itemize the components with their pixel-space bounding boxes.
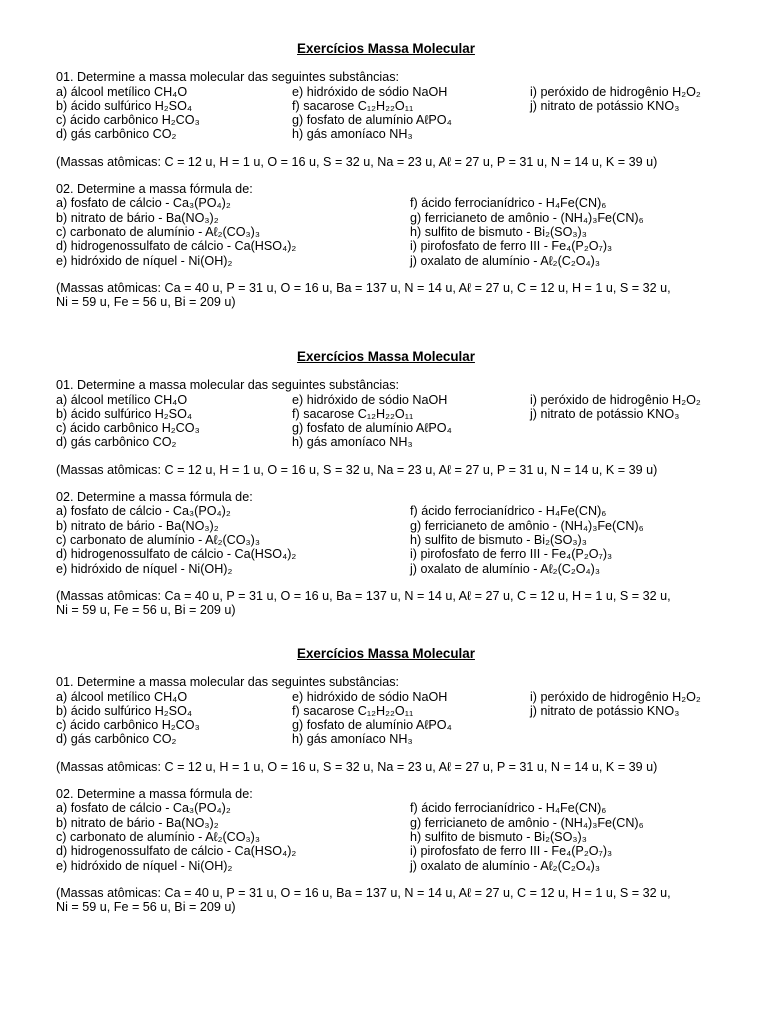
formula-item: b) nitrato de bário - Ba(NO₃)₂ bbox=[56, 815, 219, 830]
substance-item: j) nitrato de potássio KNO₃ bbox=[530, 703, 680, 718]
formula-row bbox=[56, 547, 716, 561]
formula-item: a) fosfato de cálcio - Ca₃(PO₄)₂ bbox=[56, 801, 231, 816]
formula-row bbox=[56, 254, 716, 268]
substance-row bbox=[56, 85, 716, 99]
substance-item: h) gás amoníaco NH₃ bbox=[292, 435, 413, 450]
atomic-masses-note: (Massas atômicas: Ca = 40 u, P = 31 u, O = 16 u, Ba = 137 u, N = 14 u, Aℓ = 27 u, C = 12 u, H = 1 u, S = 32 u, bbox=[56, 588, 671, 603]
substance-item: j) nitrato de potássio KNO₃ bbox=[530, 406, 680, 421]
formula-row bbox=[56, 816, 716, 830]
formula-item: f) ácido ferrocianídrico - H₄Fe(CN)₆ bbox=[410, 504, 607, 519]
formula-row bbox=[56, 504, 716, 518]
substance-item: h) gás amoníaco NH₃ bbox=[292, 127, 413, 142]
formula-item: e) hidróxido de níquel - Ni(OH)₂ bbox=[56, 858, 233, 873]
substance-item: a) álcool metílico CH₄O bbox=[56, 392, 188, 407]
substance-item: b) ácido sulfúrico H₂SO₄ bbox=[56, 98, 193, 113]
formula-row bbox=[56, 859, 716, 873]
substance-item: f) sacarose C₁₂H₂₂O₁₁ bbox=[292, 406, 414, 421]
substance-row bbox=[56, 113, 716, 127]
section-title: Exercícios Massa Molecular bbox=[297, 349, 475, 364]
formula-row bbox=[56, 196, 716, 210]
section-title: Exercícios Massa Molecular bbox=[297, 646, 475, 661]
formula-item: c) carbonato de alumínio - Aℓ₂(CO₃)₃ bbox=[56, 224, 261, 239]
substance-row bbox=[56, 435, 716, 449]
formula-row bbox=[56, 239, 716, 253]
formula-item: e) hidróxido de níquel - Ni(OH)₂ bbox=[56, 253, 233, 268]
question-heading: 01. Determine a massa molecular das seguintes substâncias: bbox=[56, 378, 400, 393]
formula-item: h) sulfito de bismuto - Bi₂(SO₃)₃ bbox=[410, 532, 587, 547]
formula-row bbox=[56, 519, 716, 533]
formula-row bbox=[56, 562, 716, 576]
spacer bbox=[56, 142, 716, 155]
formula-item: g) ferricianeto de amônio - (NH₄)₃Fe(CN)₆ bbox=[410, 210, 644, 225]
substance-item: e) hidróxido de sódio NaOH bbox=[292, 392, 448, 407]
formula-item: e) hidróxido de níquel - Ni(OH)₂ bbox=[56, 561, 233, 576]
spacer bbox=[56, 576, 716, 589]
formula-row bbox=[56, 533, 716, 547]
substance-row bbox=[56, 718, 716, 732]
formula-row bbox=[56, 225, 716, 239]
substance-item: e) hidróxido de sódio NaOH bbox=[292, 689, 448, 704]
spacer bbox=[56, 774, 716, 787]
spacer bbox=[56, 268, 716, 281]
formula-item: d) hidrogenossulfato de cálcio - Ca(HSO₄)₂ bbox=[56, 844, 297, 859]
substance-row bbox=[56, 393, 716, 407]
substance-row bbox=[56, 704, 716, 718]
formula-item: g) ferricianeto de amônio - (NH₄)₃Fe(CN)₆ bbox=[410, 815, 644, 830]
substance-item: g) fosfato de alumínio AℓPO₄ bbox=[292, 718, 452, 733]
substance-item: c) ácido carbônico H₂CO₃ bbox=[56, 718, 200, 733]
formula-row bbox=[56, 211, 716, 225]
substance-item: i) peróxido de hidrogênio H₂O₂ bbox=[530, 392, 701, 407]
substance-row bbox=[56, 732, 716, 746]
substance-row bbox=[56, 421, 716, 435]
formula-item: i) pirofosfato de ferro III - Fe₄(P₂O₇)₃ bbox=[410, 239, 613, 254]
formula-item: i) pirofosfato de ferro III - Fe₄(P₂O₇)₃ bbox=[410, 547, 613, 562]
exercise-section bbox=[56, 647, 716, 914]
substance-item: f) sacarose C₁₂H₂₂O₁₁ bbox=[292, 703, 414, 718]
substance-item: c) ácido carbônico H₂CO₃ bbox=[56, 421, 200, 436]
substance-item: b) ácido sulfúrico H₂SO₄ bbox=[56, 406, 193, 421]
atomic-masses-note: (Massas atômicas: C = 12 u, H = 1 u, O = 16 u, S = 32 u, Na = 23 u, Aℓ = 27 u, P = 31 u, N = 14 u, K = 39 u) bbox=[56, 154, 658, 169]
substance-item: d) gás carbônico CO₂ bbox=[56, 127, 177, 142]
formula-item: i) pirofosfato de ferro III - Fe₄(P₂O₇)₃ bbox=[410, 844, 613, 859]
formula-item: a) fosfato de cálcio - Ca₃(PO₄)₂ bbox=[56, 504, 231, 519]
substance-row bbox=[56, 407, 716, 421]
atomic-masses-note-continued: Ni = 59 u, Fe = 56 u, Bi = 209 u) bbox=[56, 900, 236, 915]
formula-item: j) oxalato de alumínio - Aℓ₂(C₂O₄)₃ bbox=[410, 253, 601, 268]
substance-item: f) sacarose C₁₂H₂₂O₁₁ bbox=[292, 98, 414, 113]
formula-item: h) sulfito de bismuto - Bi₂(SO₃)₃ bbox=[410, 224, 587, 239]
substance-row bbox=[56, 690, 716, 704]
spacer bbox=[56, 873, 716, 886]
atomic-masses-note: (Massas atômicas: Ca = 40 u, P = 31 u, O = 16 u, Ba = 137 u, N = 14 u, Aℓ = 27 u, C = 12 u, H = 1 u, S = 32 u, bbox=[56, 280, 671, 295]
atomic-masses-note: (Massas atômicas: C = 12 u, H = 1 u, O = 16 u, S = 32 u, Na = 23 u, Aℓ = 27 u, P = 31 u, N = 14 u, K = 39 u) bbox=[56, 462, 658, 477]
atomic-masses-note: (Massas atômicas: C = 12 u, H = 1 u, O = 16 u, S = 32 u, Na = 23 u, Aℓ = 27 u, P = 31 u, N = 14 u, K = 39 u) bbox=[56, 759, 658, 774]
formula-item: j) oxalato de alumínio - Aℓ₂(C₂O₄)₃ bbox=[410, 858, 601, 873]
spacer bbox=[56, 747, 716, 760]
atomic-masses-note-continued: Ni = 59 u, Fe = 56 u, Bi = 209 u) bbox=[56, 295, 236, 310]
exercise-section bbox=[56, 350, 716, 617]
substance-item: i) peróxido de hidrogênio H₂O₂ bbox=[530, 689, 701, 704]
formula-item: f) ácido ferrocianídrico - H₄Fe(CN)₆ bbox=[410, 801, 607, 816]
substance-row bbox=[56, 127, 716, 141]
substance-item: g) fosfato de alumínio AℓPO₄ bbox=[292, 113, 452, 128]
atomic-masses-note: (Massas atômicas: Ca = 40 u, P = 31 u, O = 16 u, Ba = 137 u, N = 14 u, Aℓ = 27 u, C = 12 u, H = 1 u, S = 32 u, bbox=[56, 885, 671, 900]
substance-item: d) gás carbônico CO₂ bbox=[56, 435, 177, 450]
substance-row bbox=[56, 99, 716, 113]
question-heading: 02. Determine a massa fórmula de: bbox=[56, 490, 253, 505]
formula-item: b) nitrato de bário - Ba(NO₃)₂ bbox=[56, 210, 219, 225]
spacer bbox=[56, 450, 716, 463]
substance-item: b) ácido sulfúrico H₂SO₄ bbox=[56, 703, 193, 718]
formula-row bbox=[56, 844, 716, 858]
formula-row bbox=[56, 830, 716, 844]
formula-item: a) fosfato de cálcio - Ca₃(PO₄)₂ bbox=[56, 196, 231, 211]
question-heading: 01. Determine a massa molecular das seguintes substâncias: bbox=[56, 70, 400, 85]
substance-item: h) gás amoníaco NH₃ bbox=[292, 732, 413, 747]
formula-item: b) nitrato de bário - Ba(NO₃)₂ bbox=[56, 518, 219, 533]
exercise-section bbox=[56, 42, 716, 309]
atomic-masses-note-continued: Ni = 59 u, Fe = 56 u, Bi = 209 u) bbox=[56, 603, 236, 618]
substance-item: c) ácido carbônico H₂CO₃ bbox=[56, 113, 200, 128]
spacer bbox=[56, 169, 716, 182]
formula-item: g) ferricianeto de amônio - (NH₄)₃Fe(CN)₆ bbox=[410, 518, 644, 533]
spacer bbox=[56, 477, 716, 490]
formula-item: d) hidrogenossulfato de cálcio - Ca(HSO₄)₂ bbox=[56, 239, 297, 254]
formula-item: f) ácido ferrocianídrico - H₄Fe(CN)₆ bbox=[410, 196, 607, 211]
question-heading: 02. Determine a massa fórmula de: bbox=[56, 182, 253, 197]
substance-item: j) nitrato de potássio KNO₃ bbox=[530, 98, 680, 113]
substance-item: i) peróxido de hidrogênio H₂O₂ bbox=[530, 84, 701, 99]
formula-item: c) carbonato de alumínio - Aℓ₂(CO₃)₃ bbox=[56, 829, 261, 844]
formula-item: h) sulfito de bismuto - Bi₂(SO₃)₃ bbox=[410, 829, 587, 844]
substance-item: d) gás carbônico CO₂ bbox=[56, 732, 177, 747]
formula-item: j) oxalato de alumínio - Aℓ₂(C₂O₄)₃ bbox=[410, 561, 601, 576]
question-heading: 01. Determine a massa molecular das seguintes substâncias: bbox=[56, 675, 400, 690]
question-heading: 02. Determine a massa fórmula de: bbox=[56, 787, 253, 802]
substance-item: a) álcool metílico CH₄O bbox=[56, 689, 188, 704]
formula-item: d) hidrogenossulfato de cálcio - Ca(HSO₄)₂ bbox=[56, 547, 297, 562]
substance-item: e) hidróxido de sódio NaOH bbox=[292, 84, 448, 99]
substance-item: a) álcool metílico CH₄O bbox=[56, 84, 188, 99]
substance-item: g) fosfato de alumínio AℓPO₄ bbox=[292, 421, 452, 436]
section-title: Exercícios Massa Molecular bbox=[297, 41, 475, 56]
formula-item: c) carbonato de alumínio - Aℓ₂(CO₃)₃ bbox=[56, 532, 261, 547]
formula-row bbox=[56, 801, 716, 815]
